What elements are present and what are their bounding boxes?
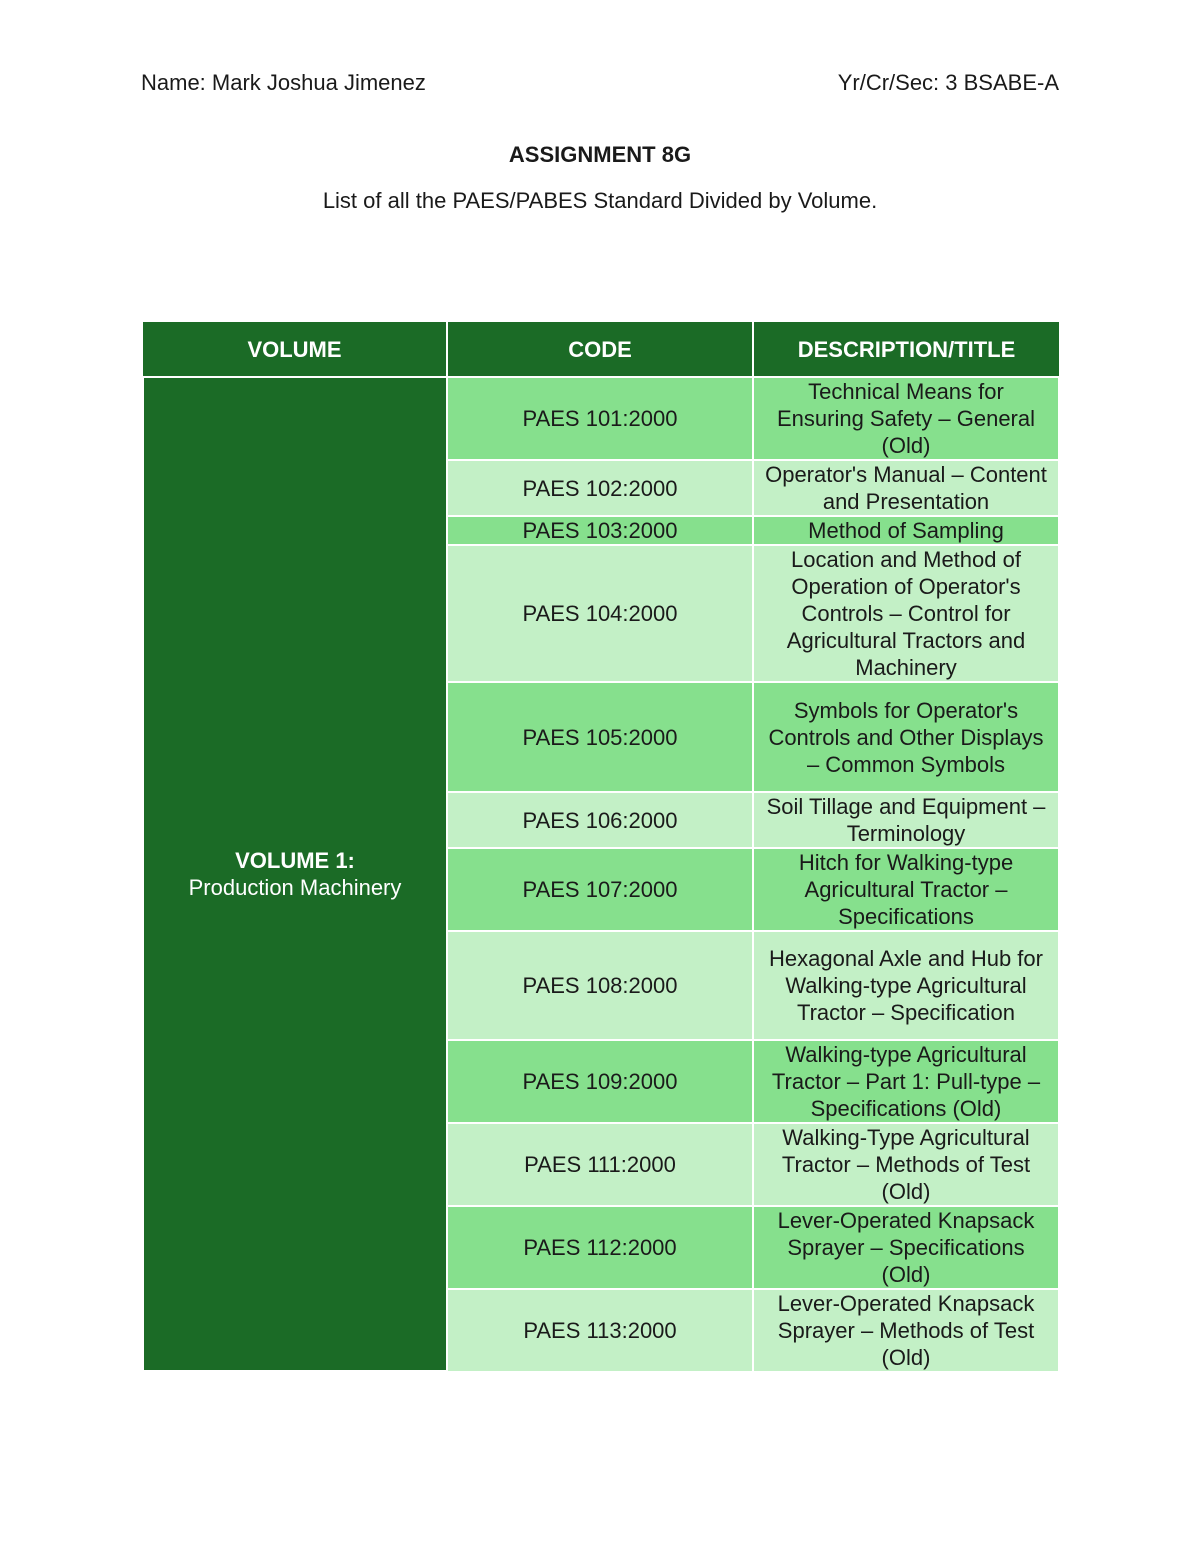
code-cell: PAES 108:2000: [447, 931, 753, 1040]
year-course-section: Yr/Cr/Sec: 3 BSABE-A: [837, 70, 1059, 95]
assignment-title: ASSIGNMENT 8G: [508, 142, 692, 167]
description-cell: Location and Method of Operation of Operator's Controls – Control for Agricultural Tractors and Machinery: [753, 545, 1059, 682]
code-cell: PAES 112:2000: [447, 1206, 753, 1289]
table-header-row: [143, 322, 1059, 377]
code-cell: PAES 102:2000: [447, 460, 753, 516]
code-cell: PAES 107:2000: [447, 848, 753, 931]
student-name: Name: Mark Joshua Jimenez: [141, 70, 426, 95]
code-cell: PAES 113:2000: [447, 1289, 753, 1371]
standards-table: [142, 322, 1060, 1372]
document-header: [141, 70, 1059, 100]
column-header-volume: VOLUME: [143, 322, 447, 377]
description-cell: Hexagonal Axle and Hub for Walking-type Agricultural Tractor – Specification: [753, 931, 1059, 1040]
code-cell: PAES 104:2000: [447, 545, 753, 682]
column-header-description: DESCRIPTION/TITLE: [753, 322, 1059, 377]
table-row: [143, 377, 1059, 460]
column-header-code: CODE: [447, 322, 753, 377]
description-cell: Hitch for Walking-type Agricultural Tractor – Specifications: [753, 848, 1059, 931]
description-cell: Method of Sampling: [753, 516, 1059, 545]
description-cell: Operator's Manual – Content and Presentation: [753, 460, 1059, 516]
code-cell: PAES 101:2000: [447, 377, 753, 460]
code-cell: PAES 105:2000: [447, 682, 753, 792]
assignment-subtitle: List of all the PAES/PABES Standard Divided by Volume.: [322, 188, 878, 213]
description-cell: Walking-Type Agricultural Tractor – Methods of Test (Old): [753, 1123, 1059, 1206]
code-cell: PAES 109:2000: [447, 1040, 753, 1123]
description-cell: Walking-type Agricultural Tractor – Part 1: Pull-type – Specifications (Old): [753, 1040, 1059, 1123]
description-cell: Lever-Operated Knapsack Sprayer – Methods of Test (Old): [753, 1289, 1059, 1371]
description-cell: Symbols for Operator's Controls and Other Displays – Common Symbols: [753, 682, 1059, 792]
volume-name: VOLUME 1:: [235, 848, 355, 873]
code-cell: PAES 111:2000: [447, 1123, 753, 1206]
description-cell: Lever-Operated Knapsack Sprayer – Specifications (Old): [753, 1206, 1059, 1289]
volume-subtitle: Production Machinery: [188, 875, 402, 900]
code-cell: PAES 103:2000: [447, 516, 753, 545]
description-cell: Technical Means for Ensuring Safety – General (Old): [753, 377, 1059, 460]
code-cell: PAES 106:2000: [447, 792, 753, 848]
description-cell: Soil Tillage and Equipment – Terminology: [753, 792, 1059, 848]
volume-cell: [143, 377, 447, 1371]
